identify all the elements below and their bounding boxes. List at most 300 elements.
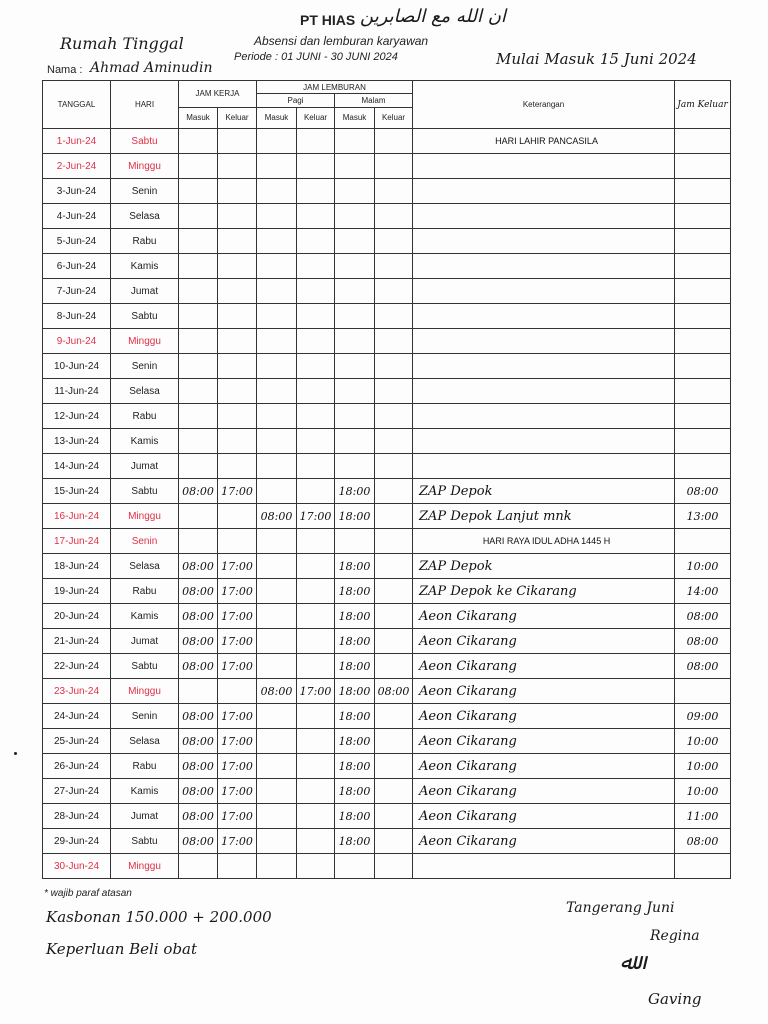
cell-keterangan: ZAP Depok Lanjut mnk <box>413 504 675 529</box>
cell-date: 26-Jun-24 <box>43 754 111 779</box>
cell-malam-masuk <box>335 179 375 204</box>
cell-kerja-keluar <box>218 229 257 254</box>
cell-jam-keluar: 08:00 <box>675 629 731 654</box>
cell-kerja-masuk <box>179 279 218 304</box>
signature-line2: Regina <box>650 928 700 944</box>
cell-kerja-keluar <box>218 154 257 179</box>
cell-kerja-masuk: 08:00 <box>179 629 218 654</box>
cell-kerja-masuk <box>179 304 218 329</box>
cell-kerja-keluar: 17:00 <box>218 829 257 854</box>
cell-pagi-keluar <box>297 554 335 579</box>
cell-pagi-masuk <box>257 404 297 429</box>
cell-date: 21-Jun-24 <box>43 629 111 654</box>
cell-malam-masuk <box>335 304 375 329</box>
cell-keterangan <box>413 404 675 429</box>
document-subtitle: Absensi dan lemburan karyawan <box>254 34 429 48</box>
cell-keterangan <box>413 354 675 379</box>
cell-pagi-keluar: 17:00 <box>297 504 335 529</box>
cell-kerja-keluar <box>218 304 257 329</box>
cell-malam-keluar <box>375 354 413 379</box>
cell-kerja-keluar <box>218 454 257 479</box>
handwritten-note-obat: Keperluan Beli obat <box>46 940 198 958</box>
cell-kerja-masuk <box>179 504 218 529</box>
cell-malam-keluar <box>375 604 413 629</box>
cell-pagi-masuk <box>257 379 297 404</box>
cell-malam-keluar <box>375 704 413 729</box>
cell-pagi-keluar <box>297 754 335 779</box>
col-malam: Malam <box>335 94 413 107</box>
cell-date: 9-Jun-24 <box>43 329 111 354</box>
cell-keterangan <box>413 179 675 204</box>
table-row <box>43 329 731 354</box>
handwritten-top-right: Mulai Masuk 15 Juni 2024 <box>496 50 697 68</box>
cell-kerja-masuk: 08:00 <box>179 604 218 629</box>
cell-jam-keluar <box>675 329 731 354</box>
table-row <box>43 454 731 479</box>
cell-date: 17-Jun-24 <box>43 529 111 554</box>
table-row <box>43 229 731 254</box>
cell-kerja-keluar <box>218 179 257 204</box>
cell-kerja-masuk <box>179 179 218 204</box>
cell-date: 30-Jun-24 <box>43 854 111 879</box>
cell-malam-keluar <box>375 129 413 154</box>
cell-pagi-keluar <box>297 579 335 604</box>
cell-jam-keluar <box>675 404 731 429</box>
cell-date: 19-Jun-24 <box>43 579 111 604</box>
table-row <box>43 479 731 504</box>
cell-pagi-masuk <box>257 604 297 629</box>
cell-jam-keluar <box>675 279 731 304</box>
cell-day: Minggu <box>111 854 179 879</box>
cell-jam-keluar <box>675 129 731 154</box>
cell-malam-masuk <box>335 229 375 254</box>
cell-malam-masuk: 18:00 <box>335 704 375 729</box>
cell-malam-keluar <box>375 154 413 179</box>
cell-malam-keluar <box>375 429 413 454</box>
cell-pagi-keluar <box>297 279 335 304</box>
cell-keterangan: Aeon Cikarang <box>413 654 675 679</box>
cell-date: 25-Jun-24 <box>43 729 111 754</box>
cell-malam-masuk: 18:00 <box>335 779 375 804</box>
cell-kerja-masuk <box>179 329 218 354</box>
cell-kerja-masuk: 08:00 <box>179 654 218 679</box>
cell-keterangan: HARI LAHIR PANCASILA <box>413 129 675 154</box>
table-row <box>43 129 731 154</box>
cell-keterangan: Aeon Cikarang <box>413 704 675 729</box>
cell-kerja-masuk: 08:00 <box>179 779 218 804</box>
signature-place: Tangerang Juni <box>566 900 675 916</box>
cell-kerja-masuk: 08:00 <box>179 554 218 579</box>
cell-kerja-keluar <box>218 129 257 154</box>
cell-malam-keluar <box>375 529 413 554</box>
cell-pagi-keluar <box>297 129 335 154</box>
cell-malam-masuk <box>335 254 375 279</box>
attendance-rows <box>43 129 731 879</box>
table-row <box>43 179 731 204</box>
cell-pagi-keluar <box>297 604 335 629</box>
cell-malam-keluar <box>375 504 413 529</box>
cell-kerja-keluar <box>218 329 257 354</box>
col-hari: HARI <box>111 81 179 129</box>
col-pagi-keluar: Keluar <box>297 107 335 128</box>
cell-date: 23-Jun-24 <box>43 679 111 704</box>
cell-pagi-masuk: 08:00 <box>257 504 297 529</box>
cell-malam-keluar <box>375 379 413 404</box>
cell-jam-keluar: 10:00 <box>675 754 731 779</box>
cell-date: 24-Jun-24 <box>43 704 111 729</box>
table-row <box>43 204 731 229</box>
cell-malam-keluar <box>375 454 413 479</box>
cell-pagi-masuk <box>257 154 297 179</box>
table-row <box>43 504 731 529</box>
cell-malam-masuk: 18:00 <box>335 579 375 604</box>
cell-malam-keluar <box>375 329 413 354</box>
cell-date: 16-Jun-24 <box>43 504 111 529</box>
cell-pagi-keluar <box>297 329 335 354</box>
cell-kerja-masuk <box>179 254 218 279</box>
signature-scribble: ﷲ <box>620 950 633 975</box>
cell-keterangan: Aeon Cikarang <box>413 629 675 654</box>
cell-jam-keluar: 11:00 <box>675 804 731 829</box>
cell-pagi-keluar <box>297 804 335 829</box>
table-row <box>43 279 731 304</box>
cell-keterangan: ZAP Depok <box>413 479 675 504</box>
cell-kerja-masuk <box>179 204 218 229</box>
cell-pagi-masuk <box>257 429 297 454</box>
cell-kerja-masuk: 08:00 <box>179 754 218 779</box>
cell-pagi-keluar <box>297 379 335 404</box>
cell-kerja-keluar <box>218 679 257 704</box>
cell-day: Senin <box>111 179 179 204</box>
cell-malam-keluar <box>375 829 413 854</box>
cell-kerja-keluar <box>218 254 257 279</box>
cell-pagi-masuk: 08:00 <box>257 679 297 704</box>
cell-pagi-masuk <box>257 204 297 229</box>
cell-kerja-keluar: 17:00 <box>218 629 257 654</box>
cell-kerja-keluar <box>218 379 257 404</box>
cell-day: Kamis <box>111 429 179 454</box>
cell-date: 20-Jun-24 <box>43 604 111 629</box>
col-jam-keluar: Jam Keluar <box>675 81 731 129</box>
cell-day: Jumat <box>111 804 179 829</box>
cell-keterangan: Aeon Cikarang <box>413 779 675 804</box>
col-malam-masuk: Masuk <box>335 107 375 128</box>
cell-pagi-masuk <box>257 629 297 654</box>
cell-jam-keluar <box>675 679 731 704</box>
col-keterangan: Keterangan <box>413 81 675 129</box>
cell-kerja-masuk: 08:00 <box>179 579 218 604</box>
cell-kerja-masuk <box>179 154 218 179</box>
cell-pagi-masuk <box>257 704 297 729</box>
cell-jam-keluar <box>675 304 731 329</box>
cell-pagi-masuk <box>257 804 297 829</box>
cell-day: Sabtu <box>111 304 179 329</box>
cell-malam-masuk <box>335 529 375 554</box>
cell-malam-keluar: 08:00 <box>375 679 413 704</box>
cell-keterangan <box>413 854 675 879</box>
cell-kerja-masuk <box>179 679 218 704</box>
cell-kerja-keluar: 17:00 <box>218 479 257 504</box>
cell-pagi-keluar <box>297 529 335 554</box>
cell-date: 15-Jun-24 <box>43 479 111 504</box>
cell-pagi-masuk <box>257 779 297 804</box>
cell-pagi-keluar <box>297 179 335 204</box>
cell-date: 14-Jun-24 <box>43 454 111 479</box>
cell-jam-keluar <box>675 179 731 204</box>
cell-keterangan <box>413 279 675 304</box>
table-row <box>43 304 731 329</box>
cell-pagi-masuk <box>257 254 297 279</box>
cell-malam-keluar <box>375 279 413 304</box>
cell-jam-keluar: 10:00 <box>675 729 731 754</box>
cell-day: Senin <box>111 704 179 729</box>
cell-keterangan <box>413 254 675 279</box>
table-row <box>43 679 731 704</box>
cell-jam-keluar <box>675 204 731 229</box>
table-row <box>43 154 731 179</box>
cell-kerja-masuk: 08:00 <box>179 479 218 504</box>
cell-keterangan <box>413 429 675 454</box>
cell-pagi-masuk <box>257 554 297 579</box>
table-row <box>43 354 731 379</box>
cell-day: Sabtu <box>111 829 179 854</box>
cell-malam-masuk <box>335 429 375 454</box>
cell-kerja-masuk <box>179 379 218 404</box>
employee-name: Ahmad Aminudin <box>90 60 213 76</box>
cell-pagi-keluar <box>297 204 335 229</box>
cell-malam-keluar <box>375 404 413 429</box>
cell-date: 4-Jun-24 <box>43 204 111 229</box>
cell-date: 12-Jun-24 <box>43 404 111 429</box>
cell-pagi-keluar <box>297 154 335 179</box>
cell-date: 18-Jun-24 <box>43 554 111 579</box>
table-row <box>43 754 731 779</box>
cell-malam-masuk: 18:00 <box>335 554 375 579</box>
cell-day: Kamis <box>111 779 179 804</box>
cell-day: Rabu <box>111 404 179 429</box>
cell-pagi-masuk <box>257 229 297 254</box>
footnote: * wajib paraf atasan <box>44 888 132 899</box>
cell-malam-keluar <box>375 629 413 654</box>
cell-date: 7-Jun-24 <box>43 279 111 304</box>
cell-malam-masuk: 18:00 <box>335 804 375 829</box>
cell-keterangan: HARI RAYA IDUL ADHA 1445 H <box>413 529 675 554</box>
cell-keterangan <box>413 454 675 479</box>
cell-malam-keluar <box>375 179 413 204</box>
cell-jam-keluar <box>675 529 731 554</box>
cell-keterangan: Aeon Cikarang <box>413 804 675 829</box>
cell-date: 22-Jun-24 <box>43 654 111 679</box>
cell-kerja-masuk: 08:00 <box>179 829 218 854</box>
signature-name: Gaving <box>648 990 702 1008</box>
table-row <box>43 579 731 604</box>
attendance-table <box>42 80 731 879</box>
cell-kerja-masuk <box>179 229 218 254</box>
cell-day: Selasa <box>111 204 179 229</box>
cell-day: Minggu <box>111 679 179 704</box>
cell-kerja-keluar: 17:00 <box>218 579 257 604</box>
cell-day: Selasa <box>111 554 179 579</box>
cell-malam-masuk <box>335 279 375 304</box>
cell-date: 10-Jun-24 <box>43 354 111 379</box>
cell-keterangan: ZAP Depok ke Cikarang <box>413 579 675 604</box>
cell-malam-masuk <box>335 354 375 379</box>
cell-pagi-masuk <box>257 729 297 754</box>
cell-keterangan <box>413 304 675 329</box>
cell-jam-keluar: 14:00 <box>675 579 731 604</box>
cell-keterangan: Aeon Cikarang <box>413 754 675 779</box>
cell-day: Rabu <box>111 229 179 254</box>
name-label: Nama : <box>47 64 83 76</box>
cell-kerja-masuk: 08:00 <box>179 804 218 829</box>
table-row <box>43 629 731 654</box>
cell-kerja-keluar: 17:00 <box>218 704 257 729</box>
cell-malam-keluar <box>375 754 413 779</box>
cell-pagi-keluar <box>297 429 335 454</box>
cell-jam-keluar <box>675 254 731 279</box>
cell-jam-keluar <box>675 454 731 479</box>
cell-jam-keluar: 10:00 <box>675 554 731 579</box>
cell-pagi-keluar <box>297 254 335 279</box>
cell-pagi-masuk <box>257 579 297 604</box>
cell-kerja-keluar <box>218 854 257 879</box>
cell-kerja-masuk <box>179 354 218 379</box>
cell-malam-masuk <box>335 154 375 179</box>
cell-malam-masuk: 18:00 <box>335 754 375 779</box>
cell-pagi-keluar <box>297 729 335 754</box>
cell-pagi-keluar <box>297 654 335 679</box>
cell-date: 13-Jun-24 <box>43 429 111 454</box>
cell-kerja-keluar: 17:00 <box>218 554 257 579</box>
cell-pagi-masuk <box>257 179 297 204</box>
cell-day: Rabu <box>111 754 179 779</box>
cell-jam-keluar: 08:00 <box>675 654 731 679</box>
cell-kerja-masuk <box>179 429 218 454</box>
cell-kerja-keluar <box>218 279 257 304</box>
cell-date: 28-Jun-24 <box>43 804 111 829</box>
cell-day: Minggu <box>111 154 179 179</box>
cell-pagi-keluar <box>297 304 335 329</box>
cell-pagi-keluar <box>297 779 335 804</box>
cell-malam-masuk <box>335 379 375 404</box>
col-malam-keluar: Keluar <box>375 107 413 128</box>
cell-jam-keluar <box>675 854 731 879</box>
cell-pagi-masuk <box>257 479 297 504</box>
cell-pagi-masuk <box>257 454 297 479</box>
cell-malam-masuk: 18:00 <box>335 654 375 679</box>
cell-kerja-keluar <box>218 404 257 429</box>
cell-pagi-keluar <box>297 354 335 379</box>
cell-pagi-masuk <box>257 829 297 854</box>
cell-day: Minggu <box>111 504 179 529</box>
scan-speck <box>14 752 17 755</box>
cell-pagi-keluar <box>297 629 335 654</box>
cell-pagi-masuk <box>257 354 297 379</box>
cell-pagi-masuk <box>257 329 297 354</box>
cell-pagi-masuk <box>257 529 297 554</box>
table-row <box>43 654 731 679</box>
cell-pagi-masuk <box>257 754 297 779</box>
cell-pagi-keluar <box>297 854 335 879</box>
cell-day: Selasa <box>111 379 179 404</box>
cell-pagi-masuk <box>257 129 297 154</box>
cell-kerja-keluar <box>218 429 257 454</box>
table-row <box>43 529 731 554</box>
table-row <box>43 379 731 404</box>
cell-malam-keluar <box>375 304 413 329</box>
cell-day: Senin <box>111 354 179 379</box>
table-row <box>43 554 731 579</box>
cell-pagi-masuk <box>257 854 297 879</box>
cell-day: Rabu <box>111 579 179 604</box>
cell-kerja-keluar <box>218 529 257 554</box>
cell-malam-keluar <box>375 779 413 804</box>
cell-malam-masuk <box>335 854 375 879</box>
cell-pagi-masuk <box>257 304 297 329</box>
cell-kerja-masuk <box>179 404 218 429</box>
table-row <box>43 804 731 829</box>
cell-pagi-keluar <box>297 454 335 479</box>
col-tanggal: TANGGAL <box>43 81 111 129</box>
cell-malam-keluar <box>375 254 413 279</box>
cell-pagi-masuk <box>257 279 297 304</box>
cell-pagi-keluar <box>297 704 335 729</box>
handwritten-note-kasbon: Kasbonan 150.000 + 200.000 <box>46 908 272 926</box>
period-label: Periode : 01 JUNI - 30 JUNI 2024 <box>234 51 398 63</box>
cell-malam-masuk <box>335 329 375 354</box>
cell-pagi-keluar: 17:00 <box>297 679 335 704</box>
cell-day: Sabtu <box>111 129 179 154</box>
cell-malam-keluar <box>375 229 413 254</box>
cell-kerja-masuk: 08:00 <box>179 704 218 729</box>
cell-kerja-masuk <box>179 129 218 154</box>
cell-kerja-keluar: 17:00 <box>218 754 257 779</box>
cell-date: 29-Jun-24 <box>43 829 111 854</box>
cell-kerja-keluar: 17:00 <box>218 804 257 829</box>
cell-malam-masuk <box>335 129 375 154</box>
cell-date: 1-Jun-24 <box>43 129 111 154</box>
cell-keterangan <box>413 329 675 354</box>
cell-malam-masuk: 18:00 <box>335 604 375 629</box>
cell-kerja-masuk <box>179 529 218 554</box>
col-kerja-keluar: Keluar <box>218 107 257 128</box>
cell-kerja-masuk <box>179 454 218 479</box>
table-row <box>43 604 731 629</box>
cell-malam-masuk: 18:00 <box>335 479 375 504</box>
cell-keterangan <box>413 229 675 254</box>
handwritten-top-arabic: ان الله مع الصابرين <box>360 6 506 27</box>
cell-kerja-masuk <box>179 854 218 879</box>
cell-malam-masuk: 18:00 <box>335 679 375 704</box>
col-jam-lemburan: JAM LEMBURAN <box>257 81 413 94</box>
cell-kerja-keluar: 17:00 <box>218 779 257 804</box>
cell-malam-masuk <box>335 204 375 229</box>
table-row <box>43 779 731 804</box>
col-kerja-masuk: Masuk <box>179 107 218 128</box>
cell-malam-masuk: 18:00 <box>335 729 375 754</box>
cell-keterangan <box>413 379 675 404</box>
cell-jam-keluar: 10:00 <box>675 779 731 804</box>
cell-date: 11-Jun-24 <box>43 379 111 404</box>
cell-pagi-keluar <box>297 229 335 254</box>
cell-jam-keluar: 08:00 <box>675 829 731 854</box>
cell-jam-keluar <box>675 154 731 179</box>
cell-keterangan <box>413 154 675 179</box>
cell-day: Selasa <box>111 729 179 754</box>
cell-kerja-masuk: 08:00 <box>179 729 218 754</box>
cell-pagi-keluar <box>297 829 335 854</box>
cell-day: Jumat <box>111 279 179 304</box>
